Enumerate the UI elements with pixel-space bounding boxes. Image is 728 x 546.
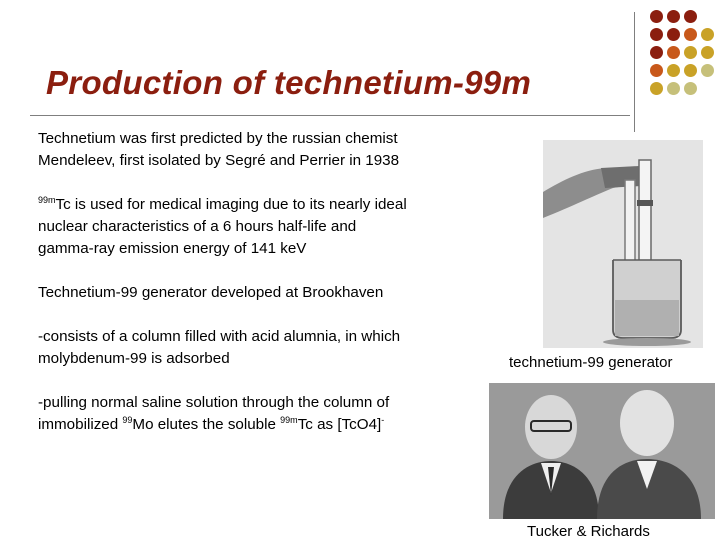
decor-dot <box>701 64 714 77</box>
decor-dot <box>667 64 680 77</box>
decor-dot <box>684 10 697 23</box>
body-text-span: immobilized <box>38 416 123 433</box>
decor-dot <box>667 10 680 23</box>
isotope-superscript: 99m <box>280 415 298 425</box>
decor-dot <box>667 82 680 95</box>
body-line: Technetium was first predicted by the russian chemist <box>38 130 398 147</box>
body-line: Technetium-99 generator developed at Brookhaven <box>38 284 384 301</box>
people-photo-caption: Tucker & Richards <box>527 523 650 540</box>
decor-dot <box>684 82 697 95</box>
slide-body <box>38 128 498 436</box>
decorative-dot-grid <box>650 10 720 110</box>
generator-photo-caption: technetium-99 generator <box>509 354 673 371</box>
decor-dot <box>701 28 714 41</box>
body-text-span: Mo elutes the soluble <box>132 416 281 433</box>
generator-photo <box>543 140 703 348</box>
title-underline-rule <box>30 115 630 116</box>
title-vertical-rule <box>634 12 635 132</box>
decor-dot <box>684 46 697 59</box>
body-line: gamma-ray emission energy of 141 keV <box>38 240 307 257</box>
body-line: -consists of a column filled with acid alumnia, in which <box>38 328 401 345</box>
body-text-span: Tc as [TcO4] <box>297 416 382 433</box>
decor-dot <box>684 28 697 41</box>
body-line <box>38 194 498 216</box>
decor-dot <box>667 46 680 59</box>
decor-dot <box>667 28 680 41</box>
isotope-superscript: 99m <box>38 195 56 205</box>
generator-illustration <box>543 140 703 348</box>
body-line: Mendeleev, first isolated by Segré and Perrier in 1938 <box>38 152 400 169</box>
body-line <box>38 414 498 436</box>
body-text-span: Tc is used for medical imaging due to its nearly ideal <box>55 196 407 213</box>
decor-dot <box>701 46 714 59</box>
body-line: -pulling normal saline solution through the column of <box>38 394 390 411</box>
decor-dot <box>684 64 697 77</box>
body-line: nuclear characteristics of a 6 hours half-life and <box>38 218 357 235</box>
people-photo <box>489 383 715 519</box>
decor-dot <box>650 64 663 77</box>
people-illustration <box>489 383 715 519</box>
decor-dot <box>650 82 663 95</box>
slide-title: Production of technetium-99m <box>46 64 532 101</box>
decor-dot <box>650 28 663 41</box>
charge-superscript: - <box>381 415 385 425</box>
body-line: molybdenum-99 is adsorbed <box>38 350 230 367</box>
decor-dot <box>650 10 663 23</box>
decor-dot <box>650 46 663 59</box>
isotope-superscript: 99 <box>122 415 133 425</box>
